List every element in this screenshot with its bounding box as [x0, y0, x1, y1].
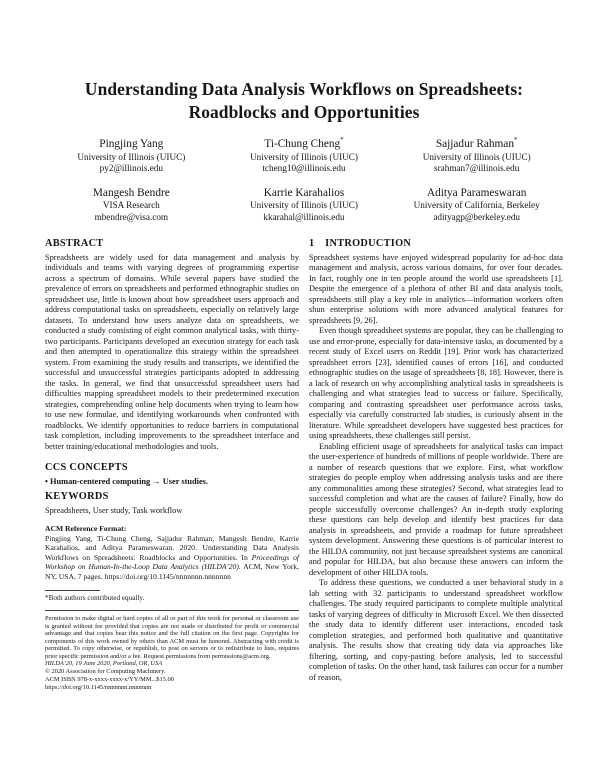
- copyright-separator: [45, 610, 299, 611]
- author-name-text: Pingjing Yang: [99, 138, 164, 151]
- author-affiliation: VISA Research: [102, 200, 160, 211]
- author-note: *: [513, 136, 518, 145]
- author-name: [45, 136, 218, 151]
- author-name: [45, 185, 218, 200]
- author-note: *: [340, 136, 344, 145]
- permission-statement: Permission to make digital or hard copies of all or part of this work for personal or classroom use is granted without fee provided that copies are not made or distributed for profit or commercial advantage and that copies bear this notice and the full citation on the first page. Copyrights for components of this work owned by others than ACM must be honored. Abstracting with credit is permitted. To copy otherwise, or republish, to post on servers or to redistribute to lists, requires prior specific permission and/or a fee. Request permissions from permissions@acm.org.: [45, 615, 299, 660]
- right-column: [309, 238, 563, 692]
- author-affiliation: University of Illinois (UIUC): [422, 151, 531, 162]
- section-number: 1: [309, 237, 315, 249]
- ccs-heading: CCS CONCEPTS: [45, 462, 128, 474]
- authors-block: [45, 136, 563, 223]
- abstract-heading: ABSTRACT: [45, 237, 104, 249]
- author-name-text: Aditya Parameswaran: [426, 186, 527, 199]
- intro-paragraph-3: Enabling efficient usage of spreadsheets for analytical tasks can impact the user-experience of hundreds of millions of people worldwide. There are a number of research questions that we explore. First, what workflow strategies do people employ when addressing analysis tasks and are there any commonalities among these strategies? Second, what strategies lead to successful completion and what are the causes of failure? Finally, how do people successfully overcome challenges? An in-depth study exploring these questions can help develop and identify best practices for data analysis in spreadsheets, and provide a roadmap for future spreadsheet system development. Answering these questions is of particular interest to the HILDA community, not just because spreadsheet systems are canonical and popular for HILDA, but also because these answers can inform the development of other HILDA tools.: [309, 441, 563, 577]
- author-affiliation: University of Illinois (UIUC): [250, 151, 358, 162]
- copyright-line: © 2020 Association for Computing Machinery.: [45, 667, 166, 675]
- author-name: [390, 185, 563, 200]
- author-name: [390, 136, 563, 151]
- author-card: [218, 136, 391, 174]
- intro-paragraph-4: To address these questions, we conducted a user behavioral study in a lab setting with 32 participants to understand spreadsheet workflow challenges. The study required participants to complete multiple analytical tasks of varying degrees of difficulty in Microsoft Excel. We then dissected the study data to identify different user interactions, encoded task completion strategies, and performed both qualitative and quantitative analysis. The results show that creating tidy data via approaches like filtering, sorting, and copy-pasting before analysis, led to successful completion of tasks. On the other hand, task failures can occur for a number of reason,: [309, 578, 563, 682]
- footnote-separator: [45, 590, 100, 591]
- left-column: [45, 238, 299, 692]
- keywords-heading: KEYWORDS: [45, 490, 109, 502]
- acm-reference-text: Pingjing Yang, Ti-Chung Cheng, Sajjadur Rahman, Mangesh Bendre, Karrie Karahalios, and Aditya Parameswaran. 2020. Understanding Data Analysis Workflows on Spreadsheets: Roadblocks and Opportunities. In: [45, 533, 299, 562]
- author-email-link[interactable]: kkarahal@illinois.edu: [263, 211, 345, 222]
- abstract-text: Spreadsheets are widely used for data management and analysis by individuals and teams with varying degrees of programming expertise across a spectrum of domains. While several papers have studied the prevalence of errors on spreadsheets and performed ethnographic studies on spreadsheet use, little is known about how spreadsheet users approach and address computational tasks on spreadsheets, especially on relatively large datasets. To understand how users analyze data on spreadsheets, we conducted a study consisting of eight common analytical tasks, with thirty-two participants. Participants developed an execution strategy for each task and then attempted to operationalize this strategy within the spreadsheet system. From examining the study results and transcripts, we identified the successful and unsuccessful strategies participants adopted in addressing the tasks. In general, we find that unsuccessful spreadsheet users had difficulties mapping spreadsheet models to their predetermined execution strategies, comprehending online help documents when trying to learn how to use new formulae, and identifying workarounds when confronted with roadblocks. We identify opportunities to reduce barriers in computational task completion, including improvements to the spreadsheet interface and better training/educational methodologies and tools.: [45, 252, 299, 451]
- author-name-text: Ti-Chung Cheng: [264, 138, 341, 151]
- equal-contribution-footnote: *Both authors contributed equally.: [45, 594, 145, 603]
- isbn-line: ACM ISBN 978-x-xxxx-xxxx-x/YY/MM...$15.00: [45, 675, 174, 683]
- author-email-link[interactable]: mbendre@visa.com: [94, 211, 169, 222]
- venue-line: HILDA’20, 19 June 2020, Portland, OR, USA: [45, 660, 163, 668]
- author-name: [218, 185, 391, 200]
- section-title: INTRODUCTION: [325, 237, 412, 249]
- two-column-body: [45, 238, 563, 692]
- author-card: [390, 136, 563, 174]
- author-name: [218, 136, 391, 151]
- introduction-heading: [309, 238, 563, 249]
- author-affiliation: University of Illinois (UIUC): [77, 151, 186, 162]
- keywords-text: Spreadsheets, User study, Task workflow: [45, 505, 183, 515]
- ccs-concepts-text: • Human-centered computing → User studies.: [45, 477, 208, 487]
- author-name-text: Mangesh Bendre: [92, 186, 170, 199]
- acm-reference-doi-link[interactable]: ACM, New York, NY, USA, 7 pages. https://doi.org/10.1145/nnnnnnn.nnnnnnn: [45, 562, 299, 581]
- author-name-text: Sajjadur Rahman: [435, 138, 514, 151]
- author-card: [45, 136, 218, 174]
- author-email-link[interactable]: py2@illinois.edu: [99, 162, 163, 173]
- acm-reference-venue: Proceedings of Workshop on Human-In-the-Loop Data Analytics (HILDA’20).: [45, 552, 299, 572]
- author-affiliation: University of Illinois (UIUC): [250, 200, 358, 211]
- intro-paragraph-1: Spreadsheet systems have enjoyed widespread popularity for ad-hoc data management and analysis, across various domains, for over four decades. In fact, roughly one in ten people around the world use spreadsheets [1]. Despite the emergence of a plethora of other BI and data analysis tools, spreadsheets still play a key role in analytics—information workers often shun enterprise solutions with more advanced analytical features for spreadsheets [9, 26].: [309, 252, 563, 325]
- author-card: [218, 185, 391, 223]
- paper-title-line1: Understanding Data Analysis Workflows on Spreadsheets:: [84, 79, 524, 99]
- paper-title: [45, 78, 563, 123]
- acm-reference-heading: ACM Reference Format:: [45, 524, 127, 534]
- author-card: [45, 185, 218, 223]
- author-card: [390, 185, 563, 223]
- author-email-link[interactable]: adityagp@berkeley.edu: [433, 211, 521, 222]
- author-email-link[interactable]: tcheng10@illinois.edu: [262, 162, 346, 173]
- author-email-link[interactable]: srahman7@illinois.edu: [434, 162, 520, 173]
- intro-paragraph-2: Even though spreadsheet systems are popular, they can be challenging to use and error-prone, especially for data-intensive tasks, as documented by a recent study of Excel users on Reddit [19]. Prior work has characterized spreadsheet errors [23], identified causes of errors [16], and conducted ethnographic studies on the usage of spreadsheets [8, 18]. However, there is a lack of research on why accomplishing analytical tasks in spreadsheets is challenging and what strategies lead to success or failure. Specifically, comparing and contrasting spreadsheet user performance across tasks, especially via carefully constructed lab studies, is curiously absent in the literature. While spreadsheet developers have suggested best practices for using spreadsheets, these challenges still persist.: [309, 326, 563, 441]
- author-name-text: Karrie Karahalios: [263, 186, 345, 199]
- acm-reference-block: [45, 524, 299, 581]
- paper-title-line2: Roadblocks and Opportunities: [188, 101, 420, 122]
- doi-link[interactable]: https://doi.org/10.1145/nnnnnnn.nnnnnnn: [45, 683, 152, 691]
- author-affiliation: University of California, Berkeley: [413, 200, 540, 211]
